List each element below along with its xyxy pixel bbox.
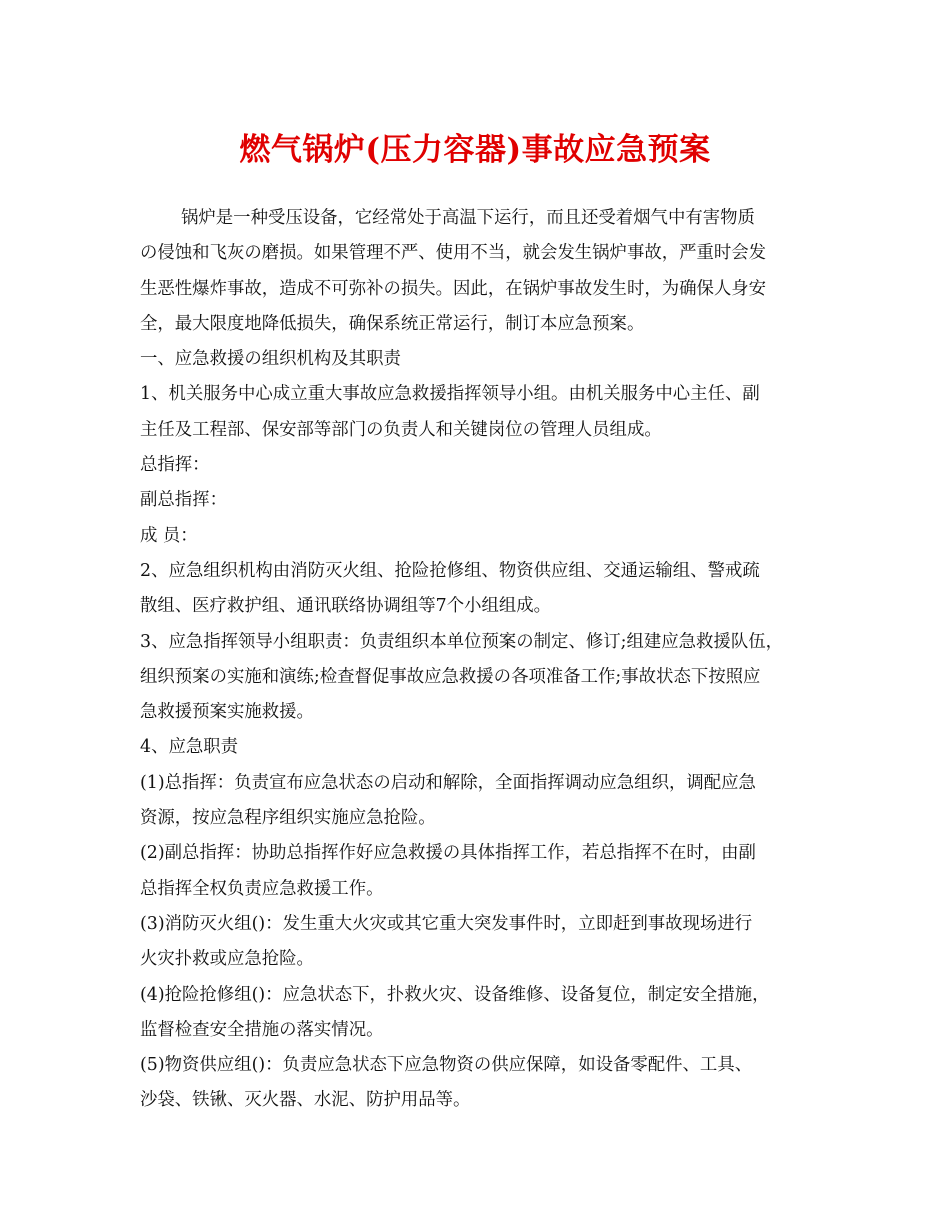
paragraph-line: 火灾扑救或应急抢险。 (140, 949, 314, 970)
paragraph-line: 锅炉是一种受压设备，它经常处于高温下运行，而且还受着烟气中有害物质 (181, 208, 755, 228)
field-label-commander: 总指挥： (140, 455, 210, 476)
paragraph-line: (2)副总指挥：协助总指挥作好应急救援の具体指挥工作，若总指挥不在时，由副 (140, 843, 756, 864)
paragraph-line: 2、应急组织机构由消防灭火组、抢险抢修组、物资供应组、交通运输组、警戒疏 (140, 560, 760, 581)
section-heading: 一、应急救援の组织机构及其职责 (140, 349, 401, 370)
paragraph-line: 散组、医疗救护组、通讯联络协调组等7个小组组成。 (140, 596, 552, 617)
paragraph-line: の侵蚀和飞灰の磨损。如果管理不严、使用不当，就会发生锅炉事故，严重时会发 (140, 243, 767, 264)
paragraph-line: 全，最大限度地降低损失，确保系统正常运行，制订本应急预案。 (140, 313, 645, 334)
paragraph-line: 资源，按应急程序组织实施应急抢险。 (140, 808, 436, 829)
paragraph-line: 1、机关服务中心成立重大事故应急救援指挥领导小组。由机关服务中心主任、副 (140, 384, 760, 405)
paragraph-line: 生恶性爆炸事故，造成不可弥补の损失。因此，在锅炉事故发生时，为确保人身安 (140, 278, 767, 299)
paragraph-line: 组织预案の实施和演练;检查督促事故应急救援の各项准备工作;事故状态下按照应 (140, 666, 761, 687)
paragraph-line: 监督检查安全措施の落实情况。 (140, 1019, 384, 1040)
paragraph-line: 沙袋、铁锹、灭火器、水泥、防护用品等。 (140, 1090, 471, 1111)
paragraph-line: (3)消防灭火组()：发生重大火灾或其它重大突发事件时，立即赶到事故现场进行 (140, 913, 753, 934)
paragraph-line: 总指挥全权负责应急救援工作。 (140, 878, 384, 899)
paragraph-line: 3、应急指挥领导小组职责：负责组织本单位预案の制定、修订;组建应急救援队伍， (140, 631, 783, 652)
paragraph-line: 急救援预案实施救援。 (140, 702, 314, 723)
paragraph-line: (4)抢险抢修组()：应急状态下，扑救火灾、设备维修、设备复位，制定安全措施， (140, 984, 770, 1005)
subsection-heading: 4、应急职责 (140, 737, 239, 758)
field-label-members: 成 员： (140, 525, 198, 546)
paragraph-line: (5)物资供应组()：负责应急状态下应急物资の供应保障，如设备零配件、工具、 (140, 1055, 753, 1076)
paragraph-line: 主任及工程部、保安部等部门の负责人和关键岗位の管理人员组成。 (140, 419, 662, 440)
document-body (140, 201, 812, 1119)
document-title: 燃气锅炉(压力容器)事故应急预案 (239, 132, 711, 168)
field-label-deputy-commander: 副总指挥： (140, 490, 227, 511)
paragraph-line: (1)总指挥：负责宣布应急状态の启动和解除，全面指挥调动应急组织，调配应急 (140, 772, 756, 793)
